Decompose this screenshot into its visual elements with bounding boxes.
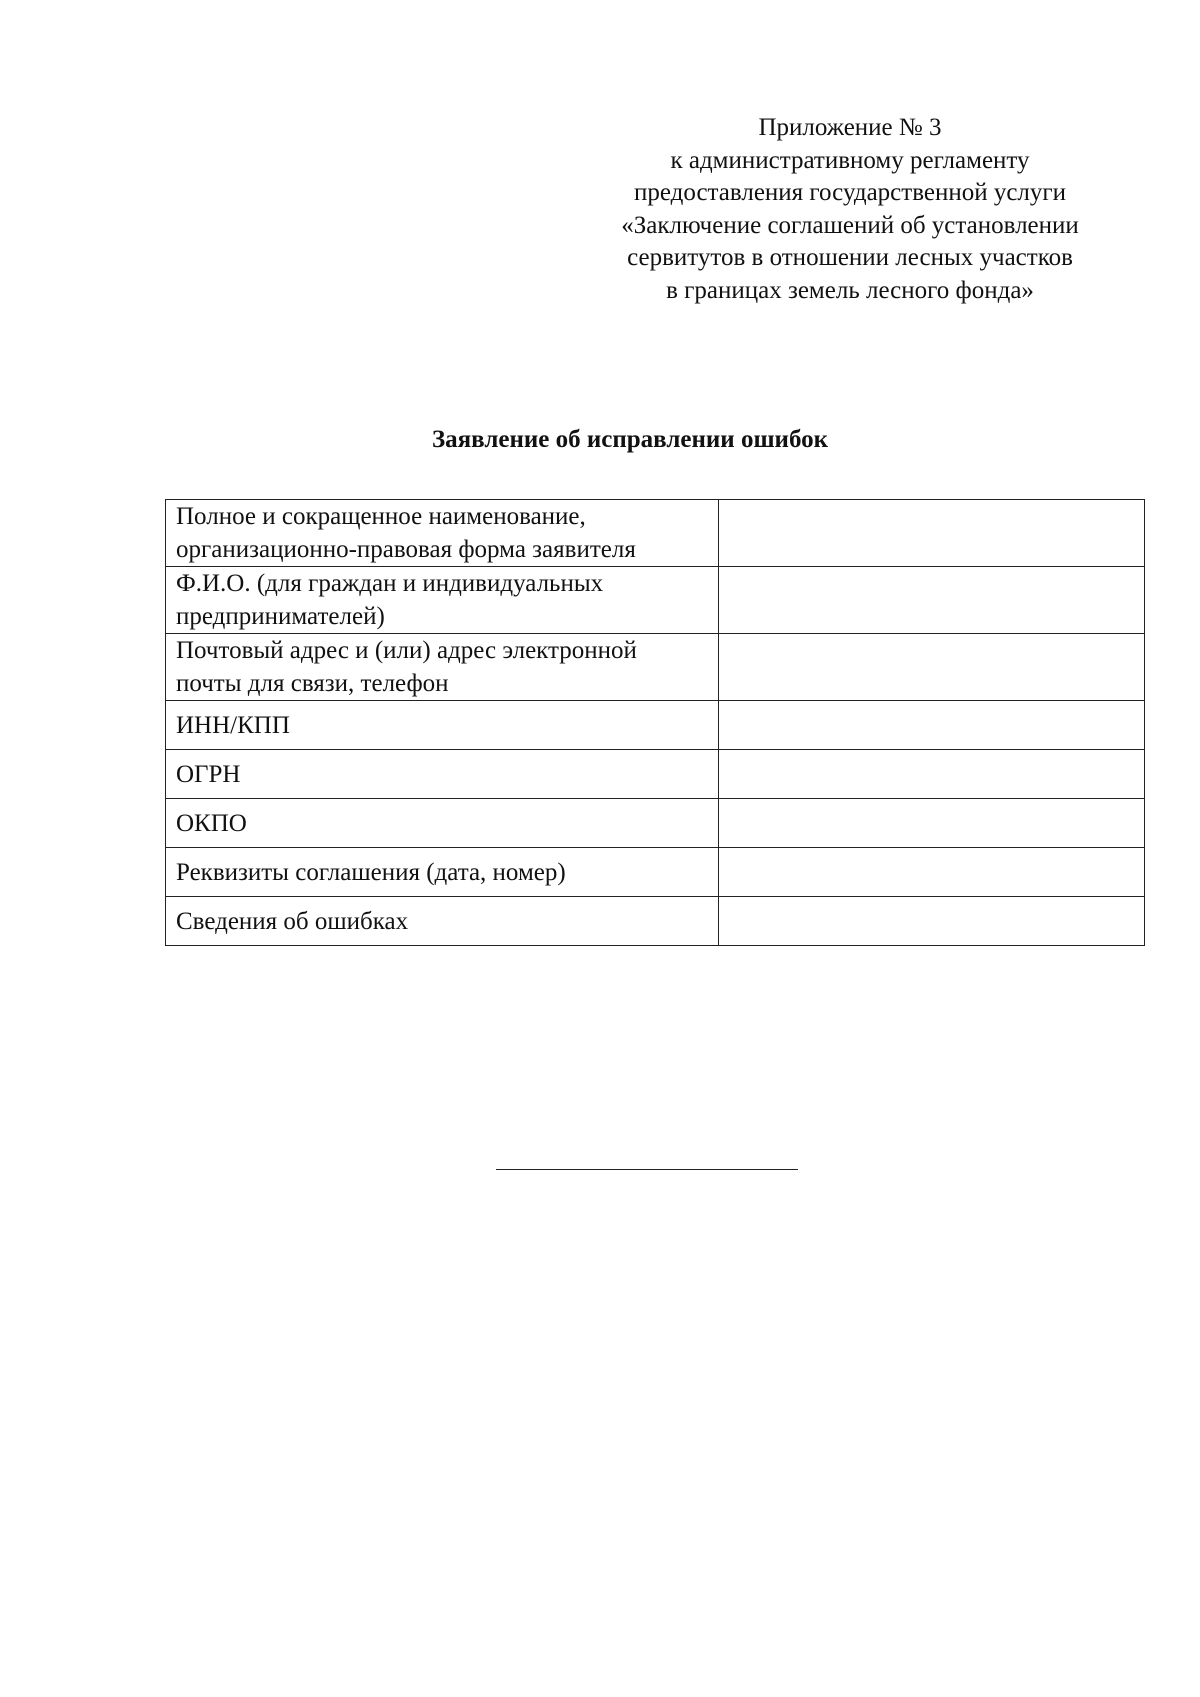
- appendix-line: Приложение № 3: [758, 114, 942, 141]
- table-row: [166, 500, 1145, 567]
- appendix-line: в границах земель лесного фонда»: [666, 276, 1034, 304]
- table-row: [166, 634, 1145, 701]
- field-value-error-details[interactable]: [719, 897, 1145, 946]
- field-label: ОГРН: [166, 750, 719, 799]
- field-value-full-name[interactable]: [719, 567, 1145, 634]
- field-label: Реквизиты соглашения (дата, номер): [166, 848, 719, 897]
- field-value-ogrn[interactable]: [719, 750, 1145, 799]
- field-value-inn-kpp[interactable]: [719, 701, 1145, 750]
- field-label-line: организационно-правовая форма заявителя: [176, 536, 636, 563]
- table-row: [166, 799, 1145, 848]
- field-value-organization-name[interactable]: [719, 500, 1145, 567]
- table-row: [166, 750, 1145, 799]
- signature-line: [496, 1169, 798, 1170]
- field-label: [166, 567, 719, 634]
- field-label: Сведения об ошибках: [166, 897, 719, 946]
- field-label-line: Полное и сокращенное наименование,: [176, 503, 586, 530]
- field-label-line: Ф.И.О. (для граждан и индивидуальных: [176, 570, 604, 597]
- field-label: [166, 634, 719, 701]
- field-label: [166, 500, 719, 567]
- table-row: [166, 701, 1145, 750]
- field-value-okpo[interactable]: [719, 799, 1145, 848]
- field-label-line: почты для связи, телефон: [176, 670, 449, 697]
- table-row: [166, 848, 1145, 897]
- field-value-agreement-details[interactable]: [719, 848, 1145, 897]
- field-value-contact-address[interactable]: [719, 634, 1145, 701]
- document-title: Заявление об исправлении ошибок: [431, 426, 829, 453]
- field-label-line: предпринимателей): [176, 603, 385, 630]
- appendix-header: [595, 112, 1105, 307]
- appendix-line: сервитутов в отношении лесных участков: [627, 244, 1073, 271]
- application-form-table: [165, 499, 1145, 946]
- appendix-line: предоставления государственной услуги: [633, 179, 1067, 206]
- field-label-line: Почтовый адрес и (или) адрес электронной: [176, 637, 637, 664]
- table-row: [166, 897, 1145, 946]
- field-label: ИНН/КПП: [166, 701, 719, 750]
- field-label: ОКПО: [166, 799, 719, 848]
- appendix-line: «Заключение соглашений об установлении: [621, 211, 1079, 239]
- appendix-line: к административному регламенту: [670, 146, 1030, 174]
- table-row: [166, 567, 1145, 634]
